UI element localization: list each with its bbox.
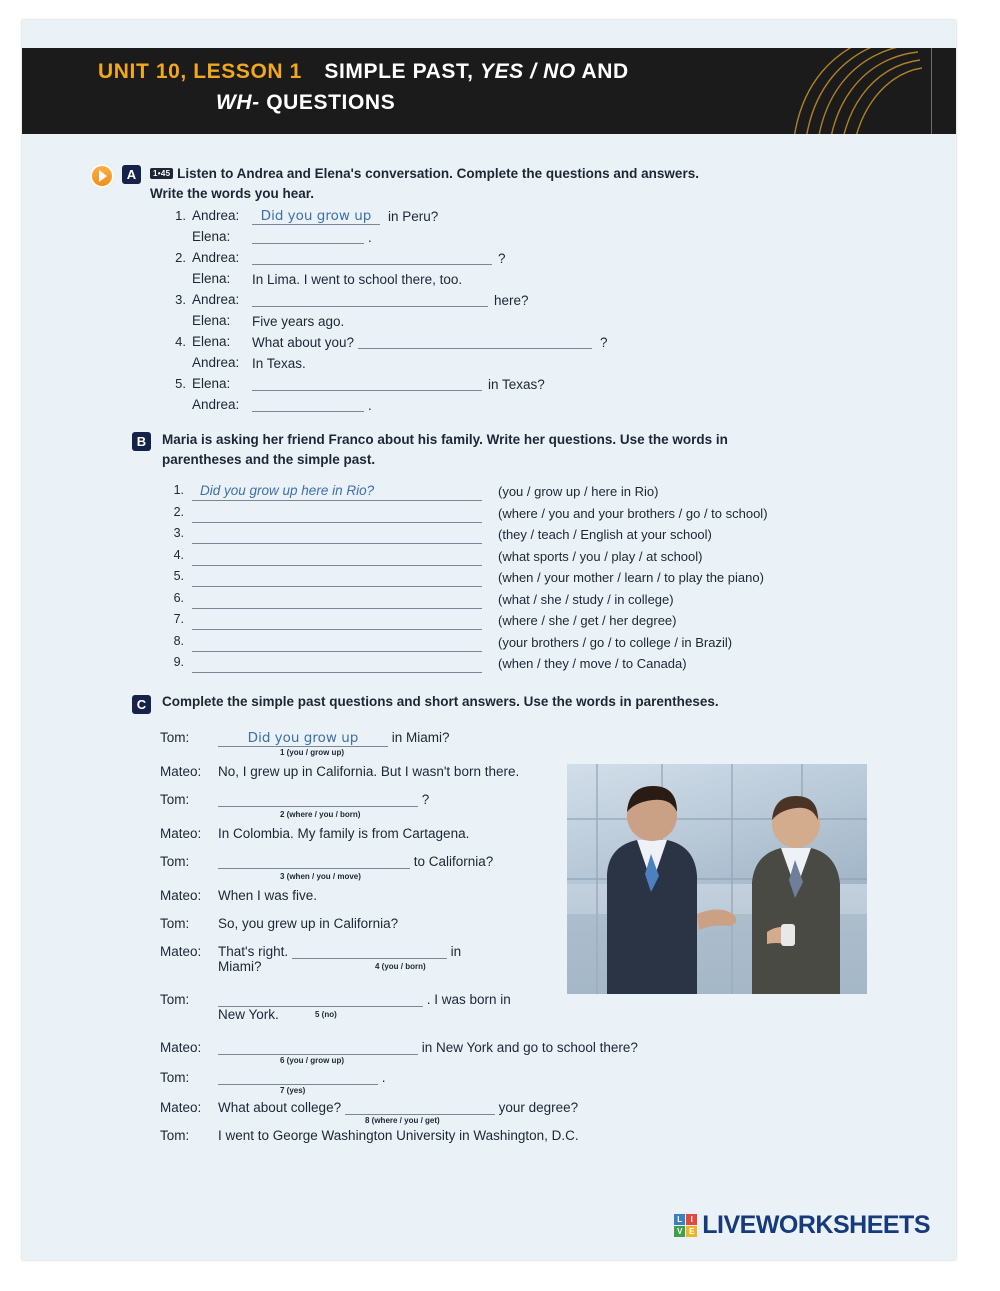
answer-blank-b4[interactable]: [192, 548, 482, 566]
section-b-instruction-line2: parentheses and the simple past.: [162, 451, 376, 467]
header-text-block: [98, 60, 798, 115]
answer-blank-c8[interactable]: [345, 1100, 495, 1115]
row-tail-text: in Miami?: [391, 730, 450, 745]
speaker-label: Andrea:: [192, 292, 240, 307]
answer-blank-b6[interactable]: [192, 591, 482, 609]
dialog-row: [160, 992, 580, 1040]
answer-blank-b8[interactable]: [192, 634, 482, 652]
speaker-label: Mateo:: [160, 764, 202, 779]
section-a-rows: [168, 208, 808, 418]
row-tail-text: .: [368, 398, 372, 413]
speaker-label: Mateo:: [160, 944, 202, 959]
dialog-row: [160, 792, 580, 826]
dialog-row: [168, 376, 808, 397]
answer-text: Did you grow up here in Rio?: [200, 483, 375, 498]
row-tail-text: ?: [600, 335, 608, 350]
answer-blank-a1b[interactable]: [252, 229, 364, 244]
dialog-row: [160, 1100, 580, 1128]
item-number: 2.: [173, 504, 184, 519]
answer-blank-a3[interactable]: [252, 292, 488, 307]
speaker-label: Andrea:: [192, 397, 240, 412]
dialog-text: When I was five.: [218, 888, 318, 903]
answer-blank-b7[interactable]: [192, 612, 482, 630]
title-part-1: SIMPLE PAST,: [324, 60, 474, 83]
prompt-words: 6 (you / grow up): [280, 1056, 344, 1065]
answer-blank-c4[interactable]: [292, 944, 447, 959]
prompt-words: (where / she / get / her degree): [498, 613, 677, 628]
row-tail-text: in: [450, 944, 462, 959]
answer-blank-b1[interactable]: [192, 483, 482, 501]
question-row: [168, 548, 868, 570]
speaker-label: Mateo:: [160, 826, 202, 841]
question-row: [168, 634, 868, 656]
title-part-3: QUESTIONS: [266, 91, 396, 114]
section-c-dialog: [160, 730, 638, 1154]
dialog-row: [168, 397, 808, 418]
title-italic-1: YES / NO: [479, 60, 576, 83]
row-tail-text: here?: [494, 293, 529, 308]
item-number: 1.: [175, 208, 186, 223]
item-number: 7.: [173, 612, 184, 626]
item-number: 9.: [173, 655, 184, 669]
question-row: [168, 483, 868, 505]
answer-blank-b5[interactable]: [192, 569, 482, 587]
logo-letter-v: V: [674, 1226, 685, 1237]
dialog-row: [168, 292, 808, 313]
row-tail-text: In Texas.: [252, 356, 306, 371]
unit-label: UNIT 10, LESSON 1: [98, 60, 302, 83]
section-b-rows: [168, 483, 868, 677]
section-a-badge: A: [122, 165, 141, 184]
prompt-words: 4 (you / born): [375, 962, 426, 971]
row-tail-text-2: New York.: [218, 1007, 279, 1022]
row-tail-text: .: [381, 1070, 386, 1085]
speaker-label: Andrea:: [192, 355, 240, 370]
dialog-row: [160, 944, 580, 992]
prompt-words: (where / you and your brothers / go / to school): [498, 505, 768, 521]
item-number: 4.: [173, 547, 184, 562]
title-italic-2: WH-: [216, 91, 260, 114]
row-tail-text: In Lima. I went to school there, too.: [252, 272, 463, 287]
dialog-text: So, you grew up in California?: [218, 916, 399, 931]
item-number: 3.: [175, 292, 186, 307]
row-tail-text: in New York and go to school there?: [421, 1040, 638, 1055]
logo-text: LIVEWORKSHEETS: [702, 1211, 930, 1239]
dialog-row: [168, 208, 808, 229]
logo-letter-i: I: [686, 1214, 697, 1225]
section-a-instruction-line1: Listen to Andrea and Elena's conversation. Complete the questions and answers.: [177, 166, 699, 181]
row-tail-text-2: Miami?: [218, 959, 262, 974]
item-number: 4.: [175, 334, 186, 349]
item-number: 1.: [173, 483, 184, 497]
prompt-words: 5 (no): [315, 1010, 337, 1019]
audio-track-tag: 1•45: [150, 168, 173, 179]
answer-blank-c3[interactable]: [218, 854, 410, 869]
speaker-label: Elena:: [192, 229, 231, 244]
row-tail-text: . I was born in: [426, 992, 511, 1007]
speaker-label: Andrea:: [192, 250, 240, 265]
row-tail-text: What about you?: [252, 335, 355, 350]
speaker-label: Elena:: [192, 271, 231, 286]
item-number: 3.: [173, 526, 184, 540]
prompt-words: (what sports / you / play / at school): [498, 548, 703, 564]
prompt-words: (they / teach / English at your school): [498, 527, 712, 542]
speaker-label: Tom:: [160, 992, 190, 1007]
question-row: [168, 526, 868, 548]
item-number: 5.: [175, 376, 186, 391]
dialog-row: [168, 229, 808, 250]
answer-blank-c7[interactable]: [218, 1070, 378, 1085]
section-a-instructions: [150, 164, 830, 203]
item-number: 2.: [175, 250, 186, 265]
row-tail-text: in Peru?: [388, 209, 439, 224]
item-number: 6.: [173, 590, 184, 605]
liveworksheets-logo[interactable]: [674, 1211, 930, 1240]
section-c-instruction: Complete the simple past questions and short answers. Use the words in parentheses.: [162, 694, 719, 709]
dialog-row: [160, 888, 580, 916]
dialog-row: [168, 271, 808, 292]
prompt-words: (you / grow up / here in Rio): [498, 484, 659, 499]
header-divider: [931, 48, 932, 134]
dialog-row: [160, 1128, 580, 1154]
row-tail-text: ?: [421, 792, 430, 807]
speaker-label: Tom:: [160, 730, 190, 745]
item-number: 8.: [173, 633, 184, 648]
section-c-badge: C: [132, 695, 151, 714]
row-tail-text: ?: [498, 251, 506, 266]
dialog-row: [168, 355, 808, 376]
dialog-text: I went to George Washington University in Washington, D.C.: [218, 1128, 579, 1143]
row-tail-text: Five years ago.: [252, 314, 345, 329]
dialog-row: [160, 916, 580, 944]
dialog-text: In Colombia. My family is from Cartagena.: [218, 826, 470, 841]
speaker-label: Tom:: [160, 1070, 190, 1085]
page-footer: [22, 1202, 956, 1242]
dialog-row: [168, 313, 808, 334]
dialog-row: [160, 1040, 638, 1070]
prompt-words: (what / she / study / in college): [498, 591, 674, 607]
answer-blank-a5[interactable]: [252, 376, 482, 391]
dialog-row: [168, 250, 808, 271]
row-tail-text: your degree?: [498, 1100, 579, 1115]
answer-blank-c6[interactable]: [218, 1040, 418, 1055]
title-part-2: AND: [581, 60, 629, 83]
question-row: [168, 612, 868, 634]
row-tail-text: .: [368, 230, 372, 245]
prompt-words: (your brothers / go / to college / in Brazil): [498, 634, 733, 650]
prompt-words: 1 (you / grow up): [280, 748, 344, 757]
answer-blank-c1[interactable]: Did you grow up: [218, 730, 388, 747]
prompt-words: 3 (when / you / move): [280, 872, 361, 881]
row-tail-text: in Texas?: [488, 377, 545, 392]
speaker-label: Mateo:: [160, 1100, 202, 1115]
dialog-text: That's right.: [218, 944, 289, 959]
answer-blank-b3[interactable]: [192, 526, 482, 544]
dialog-row: [160, 826, 580, 854]
item-number: 5.: [173, 569, 184, 583]
section-b-instruction-line1: Maria is asking her friend Franco about his family. Write her questions. Use the words in: [162, 432, 728, 447]
speaker-label: Tom:: [160, 1128, 190, 1143]
dialog-row: [160, 854, 580, 888]
speaker-label: Mateo:: [160, 888, 202, 903]
answer-blank-b2[interactable]: [192, 505, 482, 523]
audio-play-icon[interactable]: [90, 164, 114, 188]
speaker-label: Tom:: [160, 916, 190, 931]
section-b-instructions: [162, 430, 802, 469]
dialog-row: [168, 334, 808, 355]
worksheet-page: [22, 20, 956, 1260]
speaker-label: Mateo:: [160, 1040, 202, 1055]
question-row: [168, 569, 868, 591]
dialog-row: [160, 1070, 580, 1100]
prompt-words: 2 (where / you / born): [280, 810, 361, 819]
dialog-row: [160, 764, 580, 792]
dialog-text: No, I grew up in California. But I wasn't born there.: [218, 764, 520, 779]
worksheet-header: [22, 48, 956, 134]
section-a-instruction-line2: Write the words you hear.: [150, 185, 315, 201]
answer-blank-b9[interactable]: [192, 655, 482, 673]
logo-letter-l: L: [674, 1214, 685, 1225]
prompt-words: 8 (where / you / get): [365, 1116, 440, 1125]
speaker-label: Elena:: [192, 334, 231, 349]
answer-blank-a1[interactable]: Did you grow up: [252, 208, 380, 225]
answer-blank-a4[interactable]: [358, 334, 592, 349]
question-row: [168, 505, 868, 527]
logo-mark: [674, 1214, 697, 1237]
speaker-label: Andrea:: [192, 208, 240, 223]
prompt-words: 7 (yes): [280, 1086, 306, 1095]
prompt-words: (when / they / move / to Canada): [498, 656, 687, 671]
section-b-badge: B: [132, 432, 151, 451]
prompt-words: (when / your mother / learn / to play the piano): [498, 570, 764, 585]
dialog-text: What about college?: [218, 1100, 342, 1115]
speaker-label: Tom:: [160, 792, 190, 807]
speaker-label: Elena:: [192, 376, 231, 391]
answer-blank-c2[interactable]: [218, 792, 418, 807]
logo-letter-e: E: [686, 1226, 697, 1237]
answer-blank-a5b[interactable]: [252, 397, 364, 412]
speaker-label: Elena:: [192, 313, 231, 328]
answer-blank-c5[interactable]: [218, 992, 423, 1007]
row-tail-text: to California?: [413, 854, 494, 869]
answer-blank-a2[interactable]: [252, 250, 492, 265]
speaker-label: Tom:: [160, 854, 190, 869]
question-row: [168, 591, 868, 613]
question-row: [168, 655, 868, 677]
dialog-row: [160, 730, 580, 764]
